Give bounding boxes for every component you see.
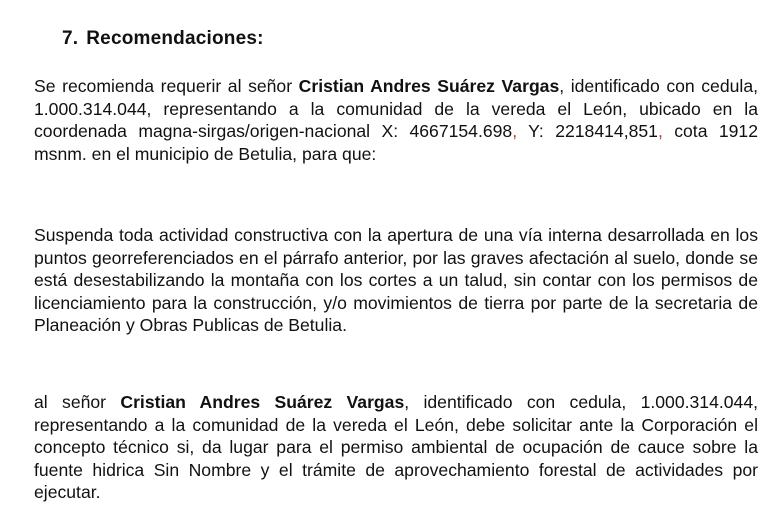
paragraph-permit-lead: al señor <box>34 392 121 412</box>
section-heading <box>62 28 264 50</box>
paragraph-request-text-3: cota 1912 msnm. en el municipio de Betulia, para que: <box>34 121 758 164</box>
section-title: Recomendaciones: <box>86 28 264 49</box>
paragraph-request <box>34 75 758 165</box>
paragraph-request-text-1: , identificado con cedula, 1.000.314.044, representando a la comunidad de la vereda el León, ubicado en la coordenada magna-sirgas/origen-nacional X: 4667154.698 <box>34 76 758 141</box>
paragraph-suspension: Suspenda toda actividad constructiva con la apertura de una vía interna desarrollada en los puntos georreferenciados en el párrafo anterior, por las graves afectación al suelo, donde se está desestabilizando la montaña con los cortes a un talud, sin contar con los permisos de licenciamiento para la construcción, y/o movimientos de tierra por parte de la secretaria de Planeación y Obras Publicas de Betulia. <box>34 225 758 335</box>
coordinate-separator-1: , <box>512 121 518 141</box>
paragraph-permit-text: , identificado con cedula, 1.000.314.044, representando a la comunidad de la vereda el León, debe solicitar ante la Corporación el concepto técnico si, da lugar para el permiso ambiental de ocupación de cauce sobre la fuente hidrica Sin Nombre y el trámite de aprovechamiento forestal de actividades por ejecutar. <box>34 392 758 502</box>
paragraph-permit <box>34 391 758 504</box>
person-name-2: Cristian Andres Suárez Vargas <box>120 392 405 412</box>
coordinate-separator-2: , <box>657 121 663 141</box>
paragraph-request-lead: Se recomienda requerir al señor <box>34 76 299 96</box>
person-name: Cristian Andres Suárez Vargas <box>298 76 560 96</box>
paragraph-request-text-2: Y: 2218414,851 <box>517 121 658 141</box>
section-number: 7. <box>62 28 79 49</box>
